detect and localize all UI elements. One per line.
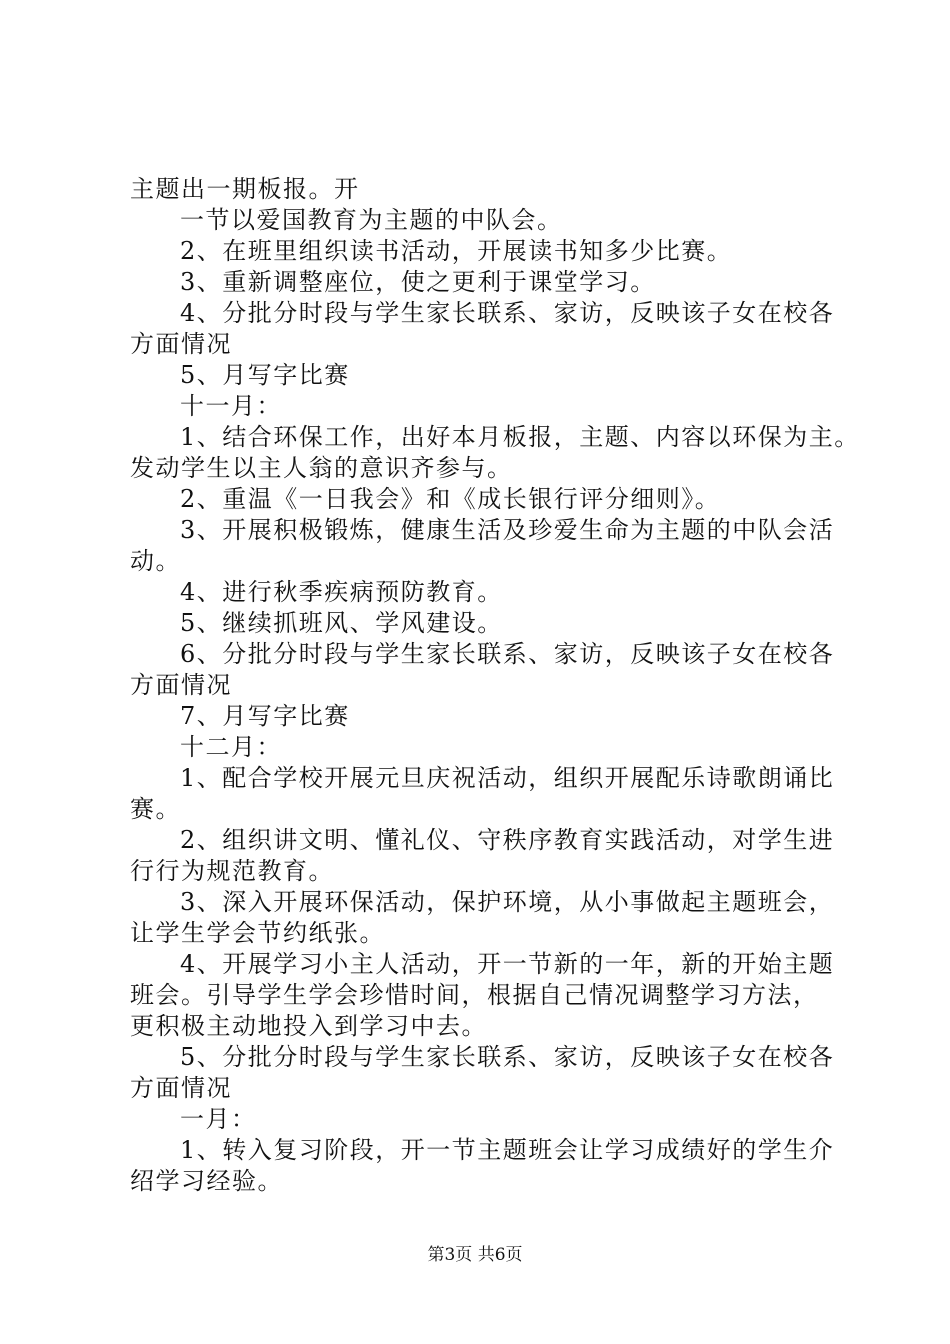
text-line: 5、继续抓班风、学风建设。 — [180, 609, 503, 637]
text-line: 赛。 — [130, 795, 181, 823]
text-line: 5、月写字比赛 — [180, 361, 350, 389]
text-line: 方面情况 — [130, 330, 232, 358]
text-line: 绍学习经验。 — [130, 1167, 283, 1195]
text-line: 3、重新调整座位，使之更利于课堂学习。 — [180, 268, 656, 296]
text-line: 4、开展学习小主人活动，开一节新的一年，新的开始主题 — [180, 950, 835, 978]
text-line: 1、配合学校开展元旦庆祝活动，组织开展配乐诗歌朗诵比 — [180, 764, 835, 792]
text-line: 一月： — [180, 1105, 257, 1133]
text-line: 发动学生以主人翁的意识齐参与。 — [130, 454, 513, 482]
text-line: 3、深入开展环保活动，保护环境，从小事做起主题班会， — [180, 888, 835, 916]
text-line: 班会。引导学生学会珍惜时间，根据自己情况调整学习方法， — [130, 981, 819, 1009]
text-line: 方面情况 — [130, 671, 232, 699]
text-line: 方面情况 — [130, 1074, 232, 1102]
text-line: 行行为规范教育。 — [130, 857, 334, 885]
text-line: 5、分批分时段与学生家长联系、家访，反映该子女在校各 — [180, 1043, 835, 1071]
text-line: 十一月： — [180, 392, 282, 420]
text-line: 2、组织讲文明、懂礼仪、守秩序教育实践活动，对学生进 — [180, 826, 835, 854]
text-line: 2、在班里组织读书活动，开展读书知多少比赛。 — [180, 237, 733, 265]
text-line: 更积极主动地投入到学习中去。 — [130, 1012, 487, 1040]
text-line: 3、开展积极锻炼，健康生活及珍爱生命为主题的中队会活 — [180, 516, 835, 544]
text-line: 一节以爱国教育为主题的中队会。 — [180, 206, 563, 234]
text-line: 1、结合环保工作，出好本月板报，主题、内容以环保为主。 — [180, 423, 860, 451]
text-line: 7、月写字比赛 — [180, 702, 350, 730]
page-footer: 第3页 共6页 — [427, 1245, 523, 1265]
text-line: 4、进行秋季疾病预防教育。 — [180, 578, 503, 606]
text-line: 让学生学会节约纸张。 — [130, 919, 385, 947]
text-line: 2、重温《一日我会》和《成长银行评分细则》。 — [180, 485, 721, 513]
text-line: 动。 — [130, 547, 181, 575]
text-line: 1、转入复习阶段，开一节主题班会让学习成绩好的学生介 — [180, 1136, 835, 1164]
text-line: 6、分批分时段与学生家长联系、家访，反映该子女在校各 — [180, 640, 835, 668]
text-line: 主题出一期板报。开 — [130, 175, 360, 203]
text-line: 4、分批分时段与学生家长联系、家访，反映该子女在校各 — [180, 299, 835, 327]
text-line: 十二月： — [180, 733, 282, 761]
document-body — [130, 174, 860, 1197]
